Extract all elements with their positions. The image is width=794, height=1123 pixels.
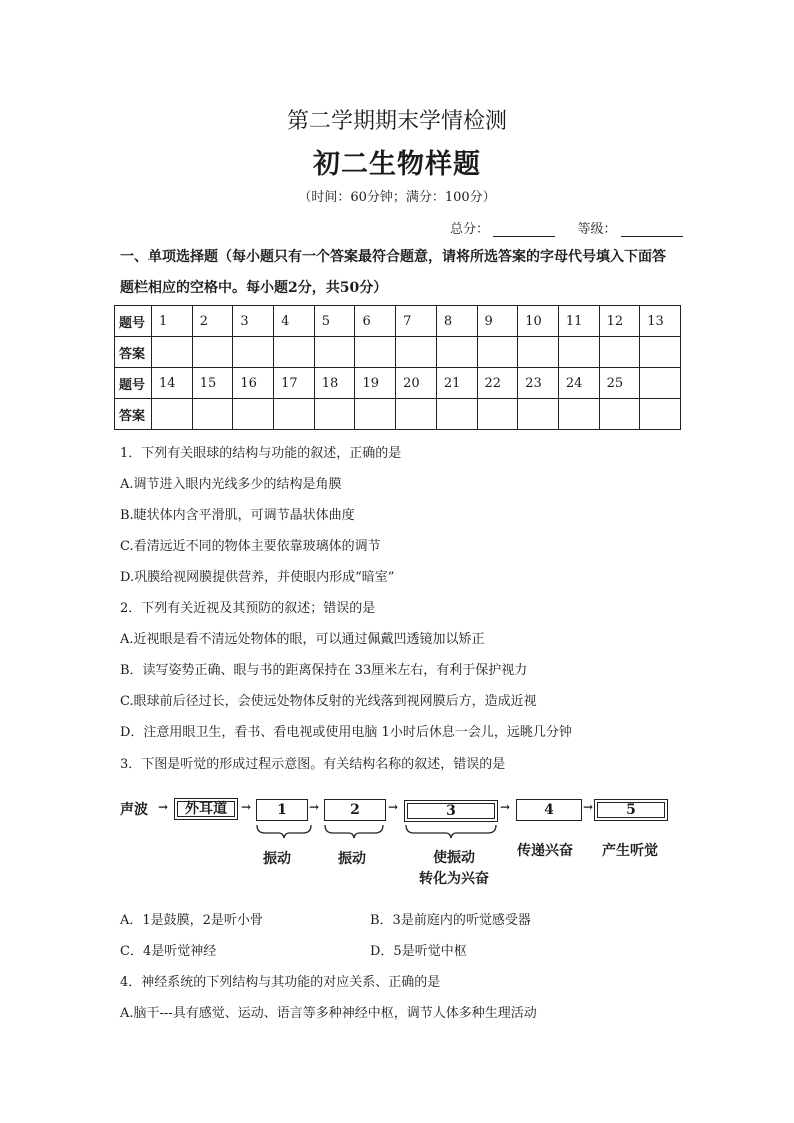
arrow-icon: → <box>583 800 594 814</box>
structure-5-box: 5 <box>594 799 668 821</box>
hearing-label: 产生听觉 <box>602 843 658 859</box>
section1-heading <box>120 242 690 304</box>
q1-option-a: A.调节进入眼内光线多少的结构是角膜 <box>120 477 342 492</box>
table-row <box>115 337 681 368</box>
question-number-cell: 24 <box>558 368 599 399</box>
question-number-cell: 17 <box>274 368 315 399</box>
arrow-icon: → <box>500 800 511 814</box>
answer-cell[interactable] <box>477 337 518 368</box>
transmit-label: 传递兴奋 <box>517 843 573 859</box>
answer-cell[interactable] <box>274 337 315 368</box>
answer-cell[interactable] <box>599 337 640 368</box>
answer-cell[interactable] <box>192 337 233 368</box>
answer-cell[interactable] <box>640 337 681 368</box>
q2-stem: 2．下列有关近视及其预防的叙述；错误的是 <box>120 601 376 616</box>
answer-cell[interactable] <box>396 399 437 430</box>
brace-under-2 <box>325 825 383 838</box>
question-number-cell: 15 <box>192 368 233 399</box>
answer-cell[interactable] <box>192 399 233 430</box>
answer-cell[interactable] <box>355 399 396 430</box>
answer-cell[interactable] <box>477 399 518 430</box>
question-number-cell: 21 <box>436 368 477 399</box>
q2-option-a: A.近视眼是看不清远处物体的眼，可以通过佩戴凹透镜加以矫正 <box>120 632 485 647</box>
question-number-cell: 2 <box>192 306 233 337</box>
score-grade-line <box>450 218 683 237</box>
section1-heading-line2: 题栏相应的空格中。每小题2分，共50分） <box>120 280 388 296</box>
q2-option-b: B．读写姿势正确、眼与书的距离保持在 33厘米左右，有利于保护视力 <box>120 663 528 678</box>
q3-option-a: A．1是鼓膜，2是听小骨 <box>120 913 263 928</box>
answer-cell[interactable] <box>233 337 274 368</box>
answer-cell[interactable] <box>436 337 477 368</box>
grade-blank[interactable] <box>621 222 683 237</box>
hearing-process-diagram <box>118 792 678 888</box>
sound-wave-label: 声波 <box>120 802 148 818</box>
exam-term-title: 第二学期期末学情检测 <box>286 109 507 134</box>
question-number-cell: 22 <box>477 368 518 399</box>
answer-cell[interactable] <box>233 399 274 430</box>
ear-canal-box: 外耳道 <box>174 798 238 820</box>
q1-option-d: D.巩膜给视网膜提供营养，并使眼内形成“暗室” <box>120 570 395 585</box>
structure-1-box: 1 <box>256 799 308 821</box>
answer-header: 答案 <box>115 399 152 430</box>
brace-under-3 <box>406 825 496 838</box>
answer-cell[interactable] <box>314 399 355 430</box>
answer-cell[interactable] <box>314 337 355 368</box>
section1-heading-line1: 一、单项选择题（每小题只有一个答案最符合题意，请将所选答案的字母代号填入下面答 <box>120 249 666 265</box>
question-number-cell <box>640 368 681 399</box>
question-number-cell: 1 <box>152 306 193 337</box>
question-number-cell: 14 <box>152 368 193 399</box>
q3-option-b: B．3是前庭内的听觉感受器 <box>370 913 531 928</box>
question-number-cell: 3 <box>233 306 274 337</box>
q3-option-c: C．4是听觉神经 <box>120 944 217 959</box>
question-number-cell: 9 <box>477 306 518 337</box>
q1-option-b: B.睫状体内含平滑肌，可调节晶状体曲度 <box>120 508 355 523</box>
structure-4-box: 4 <box>516 799 582 821</box>
q2-option-d: D．注意用眼卫生，看书、看电视或使用电脑 1小时后休息一会儿，远眺几分钟 <box>120 725 572 740</box>
total-score-blank[interactable] <box>493 222 555 237</box>
q3-stem: 3．下图是听觉的形成过程示意图。有关结构名称的叙述，错误的是 <box>120 757 506 772</box>
answer-cell[interactable] <box>274 399 315 430</box>
answer-cell[interactable] <box>640 399 681 430</box>
question-number-cell: 16 <box>233 368 274 399</box>
answer-cell[interactable] <box>518 337 559 368</box>
total-score-label: 总分： <box>450 222 490 237</box>
q4-option-a: A.脑干---具有感觉、运动、语言等多种神经中枢，调节人体多种生理活动 <box>120 1006 537 1021</box>
table-row <box>115 306 681 337</box>
answer-cell[interactable] <box>518 399 559 430</box>
question-number-cell: 18 <box>314 368 355 399</box>
question-number-cell: 8 <box>436 306 477 337</box>
answer-cell[interactable] <box>599 399 640 430</box>
answer-cell[interactable] <box>152 337 193 368</box>
question-number-cell: 6 <box>355 306 396 337</box>
arrow-icon: → <box>158 800 169 814</box>
answer-cell[interactable] <box>436 399 477 430</box>
q3-option-d: D．5是听觉中枢 <box>370 944 467 959</box>
answer-cell[interactable] <box>355 337 396 368</box>
grade-label: 等级： <box>577 222 617 237</box>
q1-option-c: C.看清远近不同的物体主要依靠玻璃体的调节 <box>120 539 381 554</box>
question-number-cell: 10 <box>518 306 559 337</box>
question-number-cell: 13 <box>640 306 681 337</box>
question-number-cell: 11 <box>558 306 599 337</box>
question-number-cell: 4 <box>274 306 315 337</box>
question-number-cell: 20 <box>396 368 437 399</box>
answer-header: 答案 <box>115 337 152 368</box>
exam-subject-title: 初二生物样题 <box>313 149 481 180</box>
question-number-cell: 25 <box>599 368 640 399</box>
arrow-icon: → <box>309 800 320 814</box>
answer-table <box>114 305 681 430</box>
question-number-cell: 19 <box>355 368 396 399</box>
vibration-label-2: 振动 <box>338 851 366 867</box>
vibration-label-1: 振动 <box>263 851 291 867</box>
answer-cell[interactable] <box>558 337 599 368</box>
table-row <box>115 368 681 399</box>
question-number-cell: 12 <box>599 306 640 337</box>
question-number-header: 题号 <box>115 368 152 399</box>
brace-under-1 <box>257 825 311 838</box>
exam-time-score-note: （时间：60分钟；满分：100分） <box>298 190 496 205</box>
q2-option-c: C.眼球前后径过长，会使远处物体反射的光线落到视网膜后方，造成近视 <box>120 694 537 709</box>
convert-label-line1: 使振动 <box>433 850 475 866</box>
brace-marks <box>118 792 678 842</box>
answer-cell[interactable] <box>558 399 599 430</box>
question-number-cell: 23 <box>518 368 559 399</box>
q1-stem: 1．下列有关眼球的结构与功能的叙述，正确的是 <box>120 446 402 461</box>
table-row <box>115 399 681 430</box>
question-number-cell: 7 <box>396 306 437 337</box>
question-number-header: 题号 <box>115 306 152 337</box>
answer-cell[interactable] <box>396 337 437 368</box>
question-number-cell: 5 <box>314 306 355 337</box>
arrow-icon: → <box>388 800 399 814</box>
q4-stem: 4．神经系统的下列结构与其功能的对应关系、正确的是 <box>120 975 441 990</box>
convert-label-line2: 转化为兴奋 <box>419 871 489 887</box>
structure-3-box: 3 <box>404 800 498 822</box>
answer-cell[interactable] <box>152 399 193 430</box>
arrow-icon: → <box>241 800 252 814</box>
structure-2-box: 2 <box>324 799 386 821</box>
